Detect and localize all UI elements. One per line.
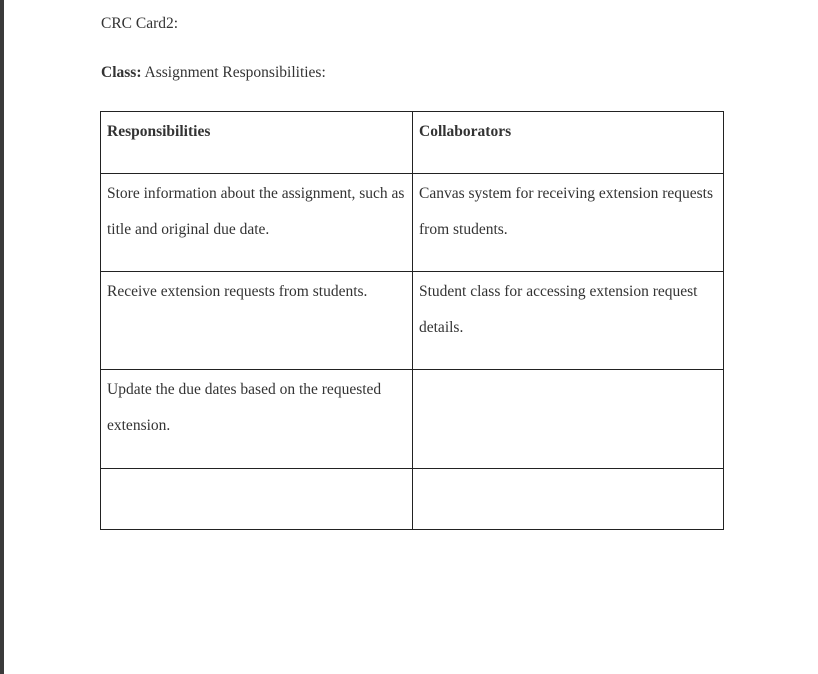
table-row xyxy=(101,469,724,530)
card-heading: CRC Card2: xyxy=(101,15,179,32)
collaborator-cell: Canvas system for receiving extension requests from students. xyxy=(413,174,724,272)
responsibility-cell: Update the due dates based on the requested extension. xyxy=(101,370,413,469)
header-responsibilities: Responsibilities xyxy=(101,112,413,174)
collaborator-cell: Student class for accessing extension request details. xyxy=(413,272,724,370)
table-row xyxy=(101,370,724,469)
class-label: Class: xyxy=(101,64,142,81)
responsibility-cell xyxy=(101,469,413,530)
table-header-row xyxy=(101,112,724,174)
collaborator-cell xyxy=(413,469,724,530)
responsibility-cell: Store information about the assignment, such as title and original due date. xyxy=(101,174,413,272)
responsibility-cell: Receive extension requests from students. xyxy=(101,272,413,370)
header-collaborators: Collaborators xyxy=(413,112,724,174)
crc-table xyxy=(100,111,724,530)
collaborator-cell xyxy=(413,370,724,469)
table-row xyxy=(101,272,724,370)
class-name: Assignment Responsibilities: xyxy=(141,64,326,81)
table-row xyxy=(101,174,724,272)
class-line xyxy=(101,63,326,83)
